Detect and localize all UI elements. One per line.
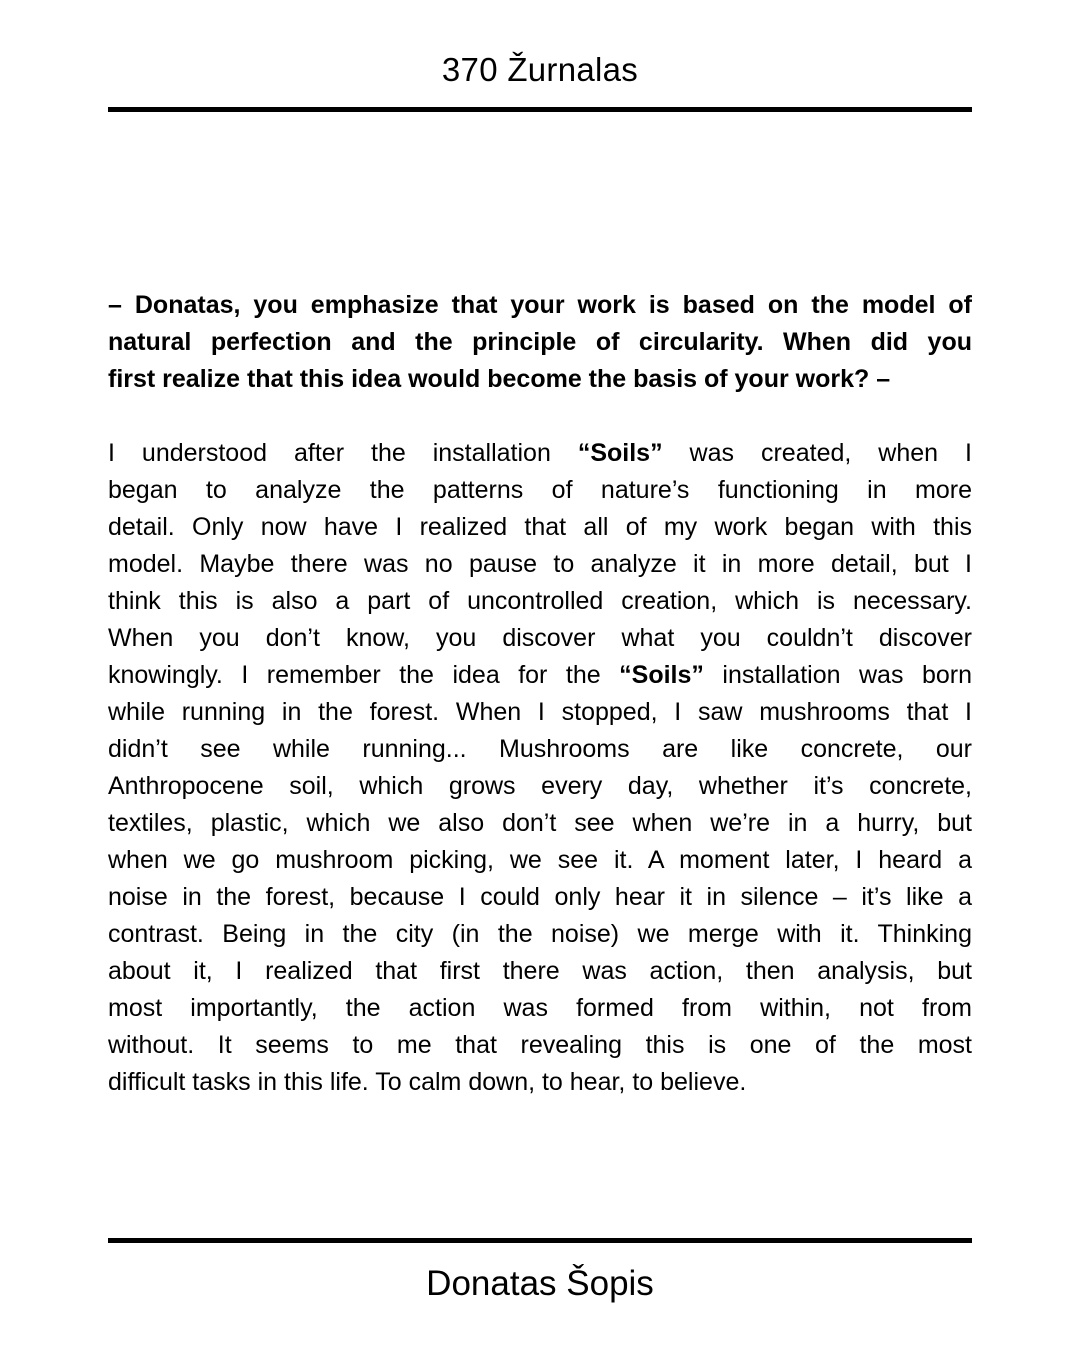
answer-line: think this is also a part of uncontrolled creation, which is necessary. — [108, 587, 972, 615]
answer-line — [108, 435, 972, 472]
question-line: – Donatas, you emphasize that your work is based on the model of — [108, 291, 972, 319]
magazine-title: 370 Žurnalas — [441, 51, 639, 88]
interview-answer — [108, 435, 972, 1101]
answer-line: difficult tasks in this life. To calm down, to hear, to believe. — [108, 1068, 747, 1096]
answer-line: Anthropocene soil, which grows every day, whether it’s concrete, — [108, 772, 972, 800]
answer-line: When you don’t know, you discover what you couldn’t discover — [108, 624, 972, 652]
answer-line: noise in the forest, because I could only hear it in silence – it’s like a — [108, 883, 972, 911]
answer-text: was created, when I — [662, 439, 972, 467]
answer-text: installation was born — [703, 661, 972, 689]
answer-line: while running in the forest. When I stopped, I saw mushrooms that I — [108, 698, 972, 726]
answer-line: detail. Only now have I realized that all of my work began with this — [108, 513, 972, 541]
answer-line: didn’t see while running... Mushrooms are like concrete, our — [108, 735, 972, 763]
answer-line: textiles, plastic, which we also don’t see when we’re in a hurry, but — [108, 809, 972, 837]
answer-text: knowingly. I remember the idea for the — [108, 661, 620, 689]
answer-line: most importantly, the action was formed from within, not from — [108, 994, 972, 1022]
answer-line: without. It seems to me that revealing this is one of the most — [108, 1031, 972, 1059]
answer-text: I understood after the installation — [108, 439, 578, 467]
answer-line: when we go mushroom picking, we see it. A moment later, I heard a — [108, 846, 972, 874]
bottom-divider — [108, 1238, 972, 1243]
question-line: natural perfection and the principle of circularity. When did you — [108, 328, 972, 356]
author-name: Donatas Šopis — [426, 1264, 654, 1303]
answer-line: model. Maybe there was no pause to analyze it in more detail, but I — [108, 550, 972, 578]
answer-line: contrast. Being in the city (in the noise) we merge with it. Thinking — [108, 920, 972, 948]
answer-line: about it, I realized that first there was action, then analysis, but — [108, 957, 972, 985]
artwork-title-soils: “Soils” — [577, 439, 663, 467]
artwork-title-soils: “Soils” — [619, 661, 704, 689]
top-divider — [108, 107, 972, 112]
answer-line: began to analyze the patterns of nature’s functioning in more — [108, 476, 972, 504]
question-line: first realize that this idea would become the basis of your work? – — [108, 365, 891, 393]
interview-question — [108, 287, 972, 398]
answer-line — [108, 657, 972, 694]
